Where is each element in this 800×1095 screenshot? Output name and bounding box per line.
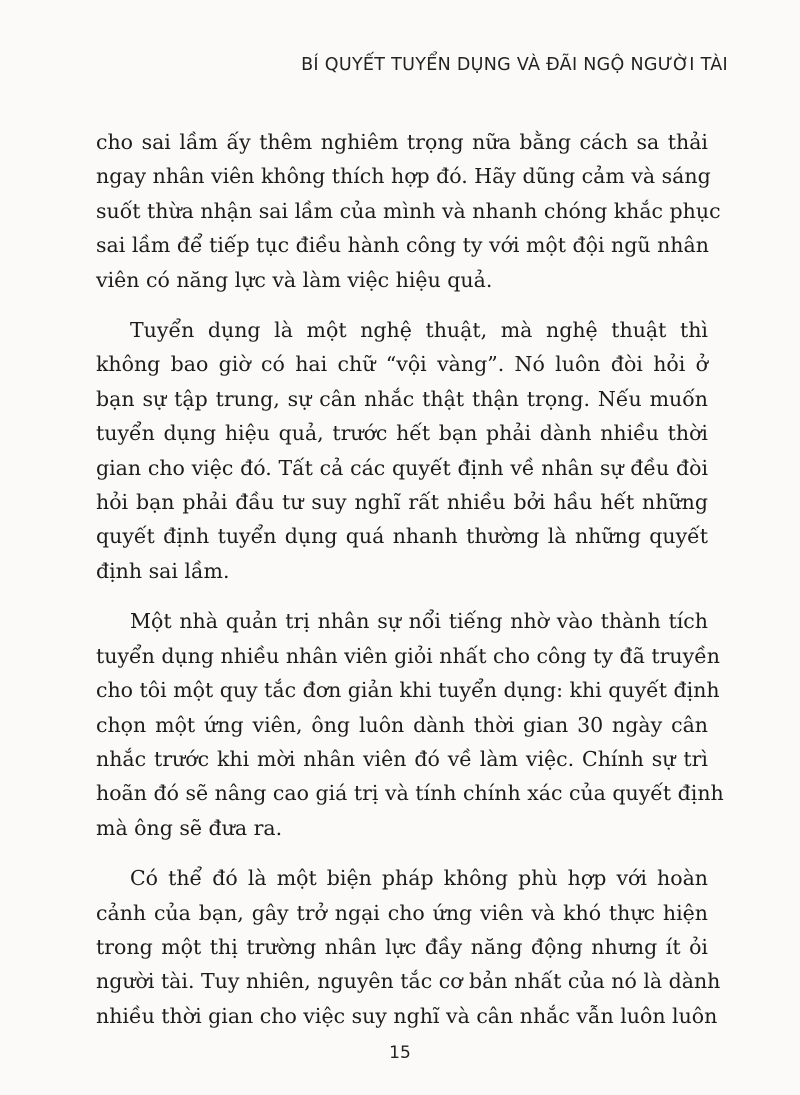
- text-line: định sai lầm.: [96, 558, 230, 583]
- paragraph-3: [96, 604, 724, 845]
- text-line: tuyển dụng nhiều nhân viên giỏi nhất cho công ty đã truyền: [96, 643, 721, 668]
- text-line: quyết định tuyển dụng quá nhanh thường là những quyết: [96, 524, 708, 549]
- text-line: tuyển dụng hiệu quả, trước hết bạn phải dành nhiều thời: [96, 421, 708, 446]
- running-header: BÍ QUYẾT TUYỂN DỤNG VÀ ĐÃI NGỘ NGƯỜI TÀI: [301, 55, 728, 75]
- body-text: [96, 125, 724, 1049]
- text-line: trong một thị trường nhân lực đầy năng động nhưng ít ỏi: [96, 934, 708, 959]
- text-line: gian cho việc đó. Tất cả các quyết định về nhân sự đều đòi: [96, 455, 708, 480]
- text-line: nhắc trước khi mời nhân viên đó về làm việc. Chính sự trì: [96, 746, 708, 771]
- text-line: mà ông sẽ đưa ra.: [96, 815, 283, 840]
- page-number: 15: [389, 1043, 411, 1063]
- text-line: suốt thừa nhận sai lầm của mình và nhanh chóng khắc phục: [96, 198, 721, 223]
- text-line: cho sai lầm ấy thêm nghiêm trọng nữa bằng cách sa thải: [96, 130, 708, 154]
- text-line: người tài. Tuy nhiên, nguyên tắc cơ bản nhất của nó là dành: [96, 969, 721, 994]
- text-line: cho tôi một quy tắc đơn giản khi tuyển dụng: khi quyết định: [96, 678, 720, 703]
- text-line: viên có năng lực và làm việc hiệu quả.: [96, 267, 493, 292]
- paragraph-2: [96, 313, 708, 588]
- text-line: nhiều thời gian cho việc suy nghĩ và cân nhắc vẫn luôn luôn: [96, 1003, 718, 1028]
- text-line: bạn sự tập trung, sự cân nhắc thật thận trọng. Nếu muốn: [96, 386, 708, 411]
- paragraph-4: [96, 861, 721, 1033]
- paragraph-1: [96, 125, 721, 297]
- text-line: cảnh của bạn, gây trở ngại cho ứng viên và khó thực hiện: [96, 900, 708, 925]
- text-line: hỏi bạn phải đầu tư suy nghĩ rất nhiều bởi hầu hết những: [96, 490, 708, 515]
- text-line: Tuyển dụng là một nghệ thuật, mà nghệ thuật thì: [130, 318, 708, 343]
- text-line: không bao giờ có hai chữ “vội vàng”. Nó luôn đòi hỏi ở: [96, 352, 708, 377]
- text-line: ngay nhân viên không thích hợp đó. Hãy dũng cảm và sáng: [96, 164, 711, 189]
- text-line: sai lầm để tiếp tục điều hành công ty với một đội ngũ nhân: [96, 233, 709, 258]
- text-line: Có thể đó là một biện pháp không phù hợp với hoàn: [130, 866, 708, 891]
- text-line: chọn một ứng viên, ông luôn dành thời gian 30 ngày cân: [96, 712, 708, 737]
- text-line: hoãn đó sẽ nâng cao giá trị và tính chính xác của quyết định: [96, 781, 724, 806]
- text-line: Một nhà quản trị nhân sự nổi tiếng nhờ vào thành tích: [130, 609, 708, 634]
